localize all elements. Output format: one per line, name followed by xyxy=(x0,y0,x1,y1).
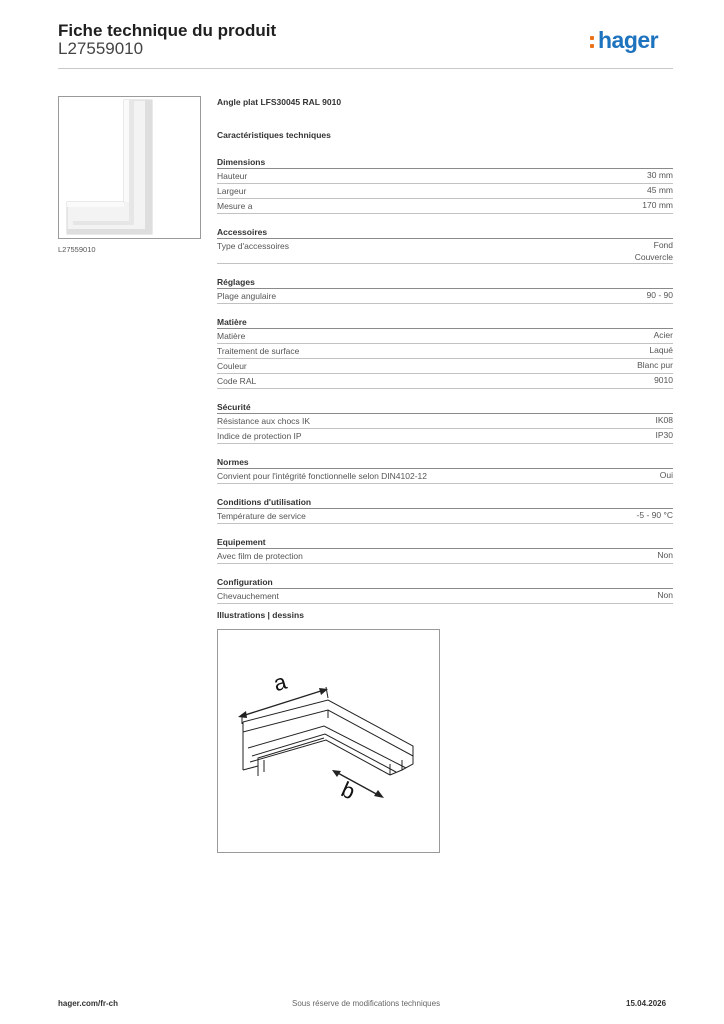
spec-row xyxy=(217,329,673,344)
spec-value-line: Non xyxy=(657,590,673,600)
spec-row xyxy=(217,169,673,184)
spec-row xyxy=(217,429,673,444)
group-title: Equipement xyxy=(217,536,673,549)
spec-value-line: Oui xyxy=(659,470,673,480)
spec-label: Couleur xyxy=(217,361,247,371)
technical-data xyxy=(217,96,673,604)
spec-label: Mesure a xyxy=(217,201,253,211)
footer-notice: Sous réserve de modifications techniques xyxy=(292,999,441,1008)
characteristics-group xyxy=(217,156,673,214)
spec-row xyxy=(217,289,673,304)
spec-value-line: Laqué xyxy=(649,345,673,355)
spec-value-line: Couvercle xyxy=(634,252,673,262)
spec-label: Chevauchement xyxy=(217,591,279,601)
product-name: Angle plat LFS30045 RAL 9010 xyxy=(217,97,342,107)
spec-value-line: 9010 xyxy=(654,375,673,385)
group-title: Configuration xyxy=(217,576,673,589)
spec-value xyxy=(635,239,673,263)
spec-label: Matière xyxy=(217,331,246,341)
group-title: Matière xyxy=(217,316,673,329)
logo-dots-icon xyxy=(590,35,596,49)
section-title: Caractéristiques techniques xyxy=(217,130,331,140)
characteristics-groups xyxy=(217,156,673,604)
spec-label: Convient pour l'intégrité fonctionnelle selon DIN4102-12 xyxy=(217,471,428,481)
angle-dimension-drawing xyxy=(218,630,439,852)
spec-value-line: 90 - 90 xyxy=(646,290,673,300)
spec-value-line: 170 mm xyxy=(642,200,673,210)
spec-value xyxy=(656,429,674,443)
spec-row xyxy=(217,199,673,214)
spec-row xyxy=(217,359,673,374)
page-title: Fiche technique du produit xyxy=(58,21,277,40)
spec-value-line: Fond xyxy=(653,240,673,250)
spec-value-line: Non xyxy=(657,550,673,560)
spec-row xyxy=(217,374,673,389)
characteristics-group xyxy=(217,226,673,264)
characteristics-group xyxy=(217,576,673,604)
spec-row xyxy=(217,549,673,564)
group-title: Dimensions xyxy=(217,156,673,169)
characteristics-group xyxy=(217,276,673,304)
dimension-label-b: b xyxy=(337,776,360,805)
group-title: Accessoires xyxy=(217,226,673,239)
characteristics-group xyxy=(217,401,673,444)
product-photo xyxy=(58,96,201,239)
footer-date: 15.04.2026 xyxy=(626,999,667,1008)
spec-value xyxy=(637,509,673,523)
spec-value xyxy=(660,469,673,483)
spec-label: Traitement de surface xyxy=(217,346,300,356)
spec-value xyxy=(637,359,673,373)
spec-label: Indice de protection IP xyxy=(217,431,302,441)
spec-row xyxy=(217,344,673,359)
spec-value-line: IK08 xyxy=(655,415,673,425)
spec-label: Température de service xyxy=(217,511,306,521)
spec-row xyxy=(217,184,673,199)
spec-label: Largeur xyxy=(217,186,247,196)
spec-value-line: 45 mm xyxy=(647,185,673,195)
spec-label: Type d'accessoires xyxy=(217,241,290,251)
illustrations-title: Illustrations | dessins xyxy=(217,610,304,620)
group-title: Conditions d'utilisation xyxy=(217,496,673,509)
characteristics-group xyxy=(217,496,673,524)
spec-row xyxy=(217,509,673,524)
spec-value xyxy=(642,199,673,213)
spec-value-line: 30 mm xyxy=(647,170,673,180)
technical-drawing xyxy=(217,629,440,853)
group-title: Réglages xyxy=(217,276,673,289)
logo-text: hager xyxy=(598,27,659,53)
spec-row xyxy=(217,414,673,429)
spec-value xyxy=(657,549,673,563)
spec-row xyxy=(217,589,673,604)
spec-value xyxy=(649,344,673,358)
spec-value xyxy=(647,169,673,183)
spec-label: Plage angulaire xyxy=(217,291,277,301)
characteristics-group xyxy=(217,536,673,564)
spec-label: Avec film de protection xyxy=(217,551,303,561)
spec-row xyxy=(217,469,673,484)
spec-value-line: Acier xyxy=(653,330,673,340)
characteristics-group xyxy=(217,456,673,484)
group-title: Normes xyxy=(217,456,673,469)
hager-logo[interactable] xyxy=(590,27,658,54)
spec-value xyxy=(656,414,674,428)
product-reference: L27559010 xyxy=(58,39,144,58)
group-title: Sécurité xyxy=(217,401,673,414)
spec-value-line: Blanc pur xyxy=(637,360,673,370)
spec-value xyxy=(654,329,673,343)
spec-value xyxy=(647,289,673,303)
spec-value-line: -5 - 90 °C xyxy=(636,510,673,520)
angle-piece-image xyxy=(59,97,200,238)
spec-label: Code RAL xyxy=(217,376,257,386)
footer-website-link[interactable]: hager.com/fr-ch xyxy=(58,999,119,1008)
spec-row xyxy=(217,239,673,264)
spec-value-line: IP30 xyxy=(655,430,673,440)
spec-label: Résistance aux chocs IK xyxy=(217,416,311,426)
spec-value xyxy=(654,374,673,388)
header-divider xyxy=(58,68,673,69)
spec-value xyxy=(647,184,673,198)
spec-value xyxy=(657,589,673,603)
characteristics-group xyxy=(217,316,673,389)
spec-label: Hauteur xyxy=(217,171,248,181)
photo-caption: L27559010 xyxy=(58,245,96,254)
dimension-label-a: a xyxy=(270,668,290,697)
